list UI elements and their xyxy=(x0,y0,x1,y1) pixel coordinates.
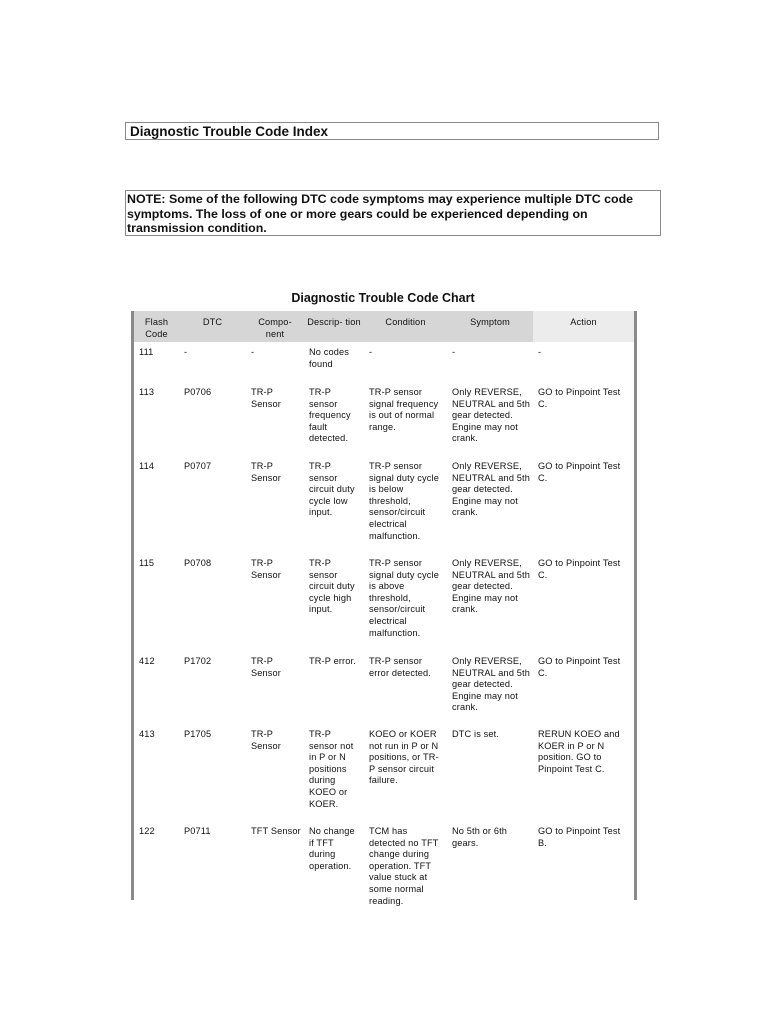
table-row xyxy=(134,724,634,821)
cell-action: GO to Pinpoint Test C. xyxy=(538,656,621,678)
cell-condition: KOEO or KOER not run in P or N positions, or TR-P sensor circuit failure. xyxy=(369,729,439,786)
cell-symptom: DTC is set. xyxy=(452,729,500,739)
header-component: Compo- nent xyxy=(246,311,304,342)
cell-symptom: Only REVERSE, NEUTRAL and 5th gear detected. Engine may not crank. xyxy=(452,656,530,713)
index-title: Diagnostic Trouble Code Index xyxy=(130,124,329,139)
header-description: Descrip- tion xyxy=(304,311,364,342)
cell-dtc: P0711 xyxy=(184,826,211,836)
cell-component: TR-P Sensor xyxy=(251,387,282,409)
cell-dtc: - xyxy=(184,347,188,357)
dtc-table-frame xyxy=(131,311,637,906)
table-row xyxy=(134,382,634,456)
table-header-row xyxy=(134,311,634,342)
cell-description: TR-P sensor circuit duty cycle high input. xyxy=(309,558,355,615)
cell-flash-code: 111 xyxy=(139,347,154,357)
cell-action: GO to Pinpoint Test C. xyxy=(538,558,621,580)
cell-flash-code: 412 xyxy=(139,656,155,666)
dtc-table xyxy=(134,311,634,931)
cell-condition: TR-P sensor signal frequency is out of normal range. xyxy=(369,387,439,432)
cell-component: TR-P Sensor xyxy=(251,729,282,751)
header-flash-code: Flash Code xyxy=(134,311,179,342)
table-row xyxy=(134,651,634,724)
cell-condition: TR-P sensor error detected. xyxy=(369,656,432,678)
cell-flash-code: 115 xyxy=(139,558,155,568)
cell-action: - xyxy=(538,347,542,357)
cell-flash-code: 114 xyxy=(139,461,155,471)
cell-symptom: Only REVERSE, NEUTRAL and 5th gear detected. Engine may not crank. xyxy=(452,558,530,615)
cell-description: TR-P sensor frequency fault detected. xyxy=(309,387,351,444)
cell-symptom: Only REVERSE, NEUTRAL and 5th gear detected. Engine may not crank. xyxy=(452,461,530,518)
cell-dtc: P0706 xyxy=(184,387,212,397)
cell-description: TR-P error. xyxy=(309,656,356,666)
cell-symptom: - xyxy=(452,347,456,357)
cell-condition: TR-P sensor signal duty cycle is below threshold, sensor/circuit electrical malfunction. xyxy=(369,461,439,541)
index-title-box xyxy=(125,122,659,140)
table-row xyxy=(134,553,634,651)
table-row xyxy=(134,821,634,931)
cell-description: TR-P sensor not in P or N positions during KOEO or KOER. xyxy=(309,729,354,809)
table-row xyxy=(134,342,634,382)
cell-flash-code: 122 xyxy=(139,826,155,836)
cell-dtc: P0707 xyxy=(184,461,212,471)
cell-dtc: P1702 xyxy=(184,656,212,666)
cell-component: TR-P Sensor xyxy=(251,656,282,678)
cell-flash-code: 113 xyxy=(139,387,155,397)
cell-action: RERUN KOEO and KOER in P or N position. GO to Pinpoint Test C. xyxy=(538,729,620,774)
cell-description: No codes found xyxy=(309,347,350,369)
header-symptom: Symptom xyxy=(447,311,533,342)
cell-action: GO to Pinpoint Test B. xyxy=(538,826,621,848)
cell-component: TFT Sensor xyxy=(251,826,301,836)
header-action: Action xyxy=(533,311,634,342)
chart-title: Diagnostic Trouble Code Chart xyxy=(291,291,475,305)
cell-condition: - xyxy=(369,347,373,357)
cell-dtc: P1705 xyxy=(184,729,212,739)
cell-component: TR-P Sensor xyxy=(251,558,282,580)
cell-description: TR-P sensor circuit duty cycle low input. xyxy=(309,461,355,518)
cell-action: GO to Pinpoint Test C. xyxy=(538,461,621,483)
table-row xyxy=(134,456,634,553)
cell-flash-code: 413 xyxy=(139,729,155,739)
cell-component: - xyxy=(251,347,255,357)
header-dtc: DTC xyxy=(179,311,246,342)
header-condition: Condition xyxy=(364,311,447,342)
cell-component: TR-P Sensor xyxy=(251,461,282,483)
cell-symptom: Only REVERSE, NEUTRAL and 5th gear detected. Engine may not crank. xyxy=(452,387,530,444)
cell-dtc: P0708 xyxy=(184,558,212,568)
cell-condition: TCM has detected no TFT change during operation. TFT value stuck at some normal reading. xyxy=(369,826,439,906)
cell-description: No change if TFT during operation. xyxy=(309,826,355,871)
cell-symptom: No 5th or 6th gears. xyxy=(452,826,508,848)
note-box: NOTE: Some of the following DTC code symptoms may experience multiple DTC code symptoms. The loss of one or more gears could be experienced depending on transmission condition. xyxy=(125,190,661,236)
cell-condition: TR-P sensor signal duty cycle is above threshold, sensor/circuit electrical malfunction. xyxy=(369,558,439,638)
cell-action: GO to Pinpoint Test C. xyxy=(538,387,621,409)
